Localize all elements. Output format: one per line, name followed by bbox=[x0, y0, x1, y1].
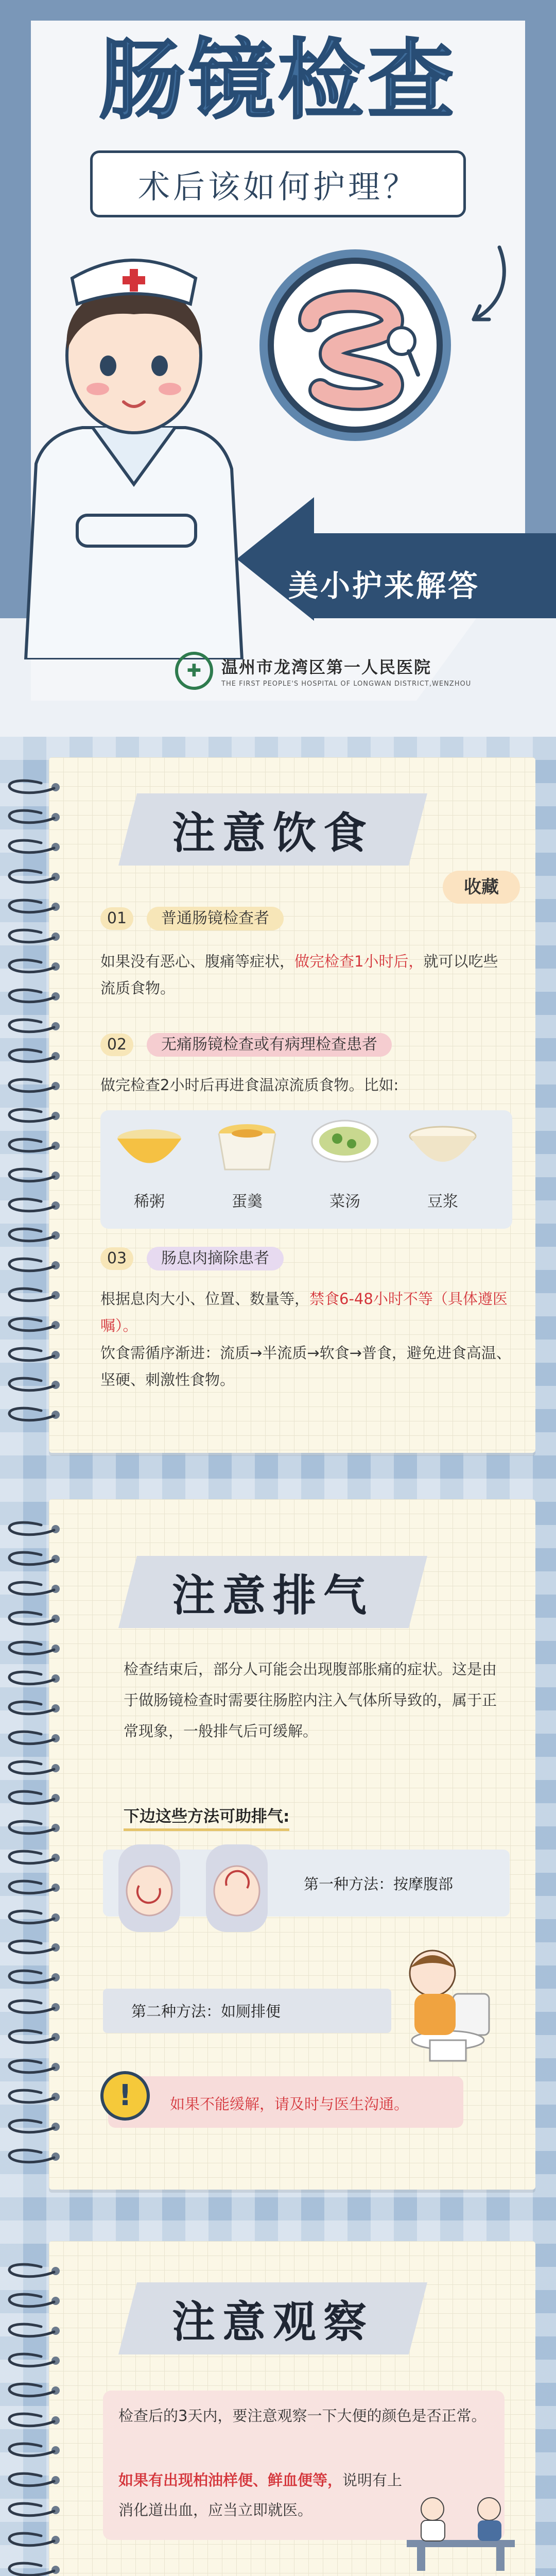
curved-arrow-icon bbox=[453, 242, 515, 330]
item-label: 普通肠镜检查者 bbox=[147, 907, 284, 930]
spiral-ring bbox=[5, 1286, 62, 1303]
porridge-icon bbox=[111, 1115, 188, 1177]
spiral-ring bbox=[5, 1137, 62, 1154]
intestine-icon bbox=[274, 264, 437, 427]
spiral-ring bbox=[5, 1256, 62, 1274]
food-egg-custard bbox=[208, 1115, 286, 1211]
spiral-ring bbox=[5, 1226, 62, 1244]
nurse-illustration bbox=[15, 247, 257, 659]
spiral-ring bbox=[5, 2088, 62, 2105]
spiral-ring bbox=[5, 1729, 62, 1747]
spiral-ring-icon bbox=[5, 1520, 67, 2179]
toilet-icon bbox=[391, 1942, 494, 2066]
spiral-ring bbox=[5, 1550, 62, 1567]
spiral-ring bbox=[5, 2471, 62, 2488]
magnifier-icon bbox=[388, 328, 415, 354]
gas-heading: 注意排气 bbox=[171, 1570, 374, 1621]
diet-item-2 bbox=[100, 1033, 392, 1057]
intestine-illustration bbox=[268, 258, 443, 433]
item-label: 无痛肠镜检查或有病理检查患者 bbox=[147, 1033, 392, 1057]
spiral-ring bbox=[5, 1609, 62, 1627]
spiral-ring bbox=[5, 2028, 62, 2045]
food-vegetable-soup bbox=[306, 1115, 384, 1211]
spiral-ring bbox=[5, 987, 62, 1005]
spiral-ring bbox=[5, 1580, 62, 1597]
diet-text-1b: 就可以吃些流质食物。 bbox=[100, 953, 498, 997]
spiral-ring-icon bbox=[5, 2262, 67, 2576]
item-label: 肠息肉摘除患者 bbox=[147, 1247, 284, 1270]
diet-text-1 bbox=[100, 948, 512, 1002]
gas-subheading: 下边这些方法可助排气: bbox=[124, 1803, 289, 1831]
spiral-ring bbox=[5, 1166, 62, 1184]
method2-label: 第二种方法：如厕排便 bbox=[131, 2003, 281, 2020]
spiral-ring bbox=[5, 1376, 62, 1393]
spiral-ring bbox=[5, 1346, 62, 1363]
spiral-ring bbox=[5, 2117, 62, 2135]
observe-text-2b: 说明有上消化道出血，应当立即就医。 bbox=[118, 2471, 403, 2519]
item-number: 02 bbox=[100, 1033, 133, 1056]
spiral-ring bbox=[5, 808, 62, 825]
gas-text-1: 检查结束后，部分人可能会出现腹部胀痛的症状。这是由于做肠镜检查时需要往肠腔内注入气体所导致的，属于正常现象，一般排气后可缓解。 bbox=[124, 1660, 497, 1740]
diet-text-3a: 根据息肉大小、位置、数量等， bbox=[100, 1290, 310, 1308]
diet-text-1-highlight: 做完检查1小时后， bbox=[294, 953, 424, 970]
spiral-ring bbox=[5, 2292, 62, 2309]
food-soy-milk bbox=[404, 1115, 481, 1211]
spiral-ring bbox=[5, 1196, 62, 1214]
food-label: 菜汤 bbox=[329, 1193, 360, 1211]
diet-text-4: 饮食需循序渐进：流质→半流质→软食→普食，避免进食高温、坚硬、刺激性食物。 bbox=[100, 1344, 511, 1388]
warning-text: 如果不能缓解，请及时与医生沟通。 bbox=[170, 2095, 409, 2113]
diet-text-3-highlight: 禁食6-48小时不等（具体遵医嘱）。 bbox=[100, 1290, 508, 1334]
diet-heading: 注意饮食 bbox=[171, 808, 374, 858]
warning-icon: ! bbox=[100, 2071, 150, 2121]
observe-text-1: 检查后的3天内，要注意观察一下大便的颜色是否正常。 bbox=[118, 2407, 486, 2425]
page-title: 肠镜检查 bbox=[99, 29, 457, 131]
observe-text-2-highlight: 如果有出现柏油样便、鲜血便等， bbox=[118, 2471, 343, 2489]
spiral-ring bbox=[5, 1938, 62, 1956]
spiral-ring bbox=[5, 1316, 62, 1333]
diet-text-1a: 如果没有恶心、腹痛等症状， bbox=[100, 953, 295, 970]
spiral-ring bbox=[5, 1908, 62, 1926]
spiral-ring bbox=[5, 1047, 62, 1064]
spiral-ring bbox=[5, 1789, 62, 1806]
food-label: 蛋羹 bbox=[232, 1193, 263, 1211]
banner-text: 美小护来解答 bbox=[288, 568, 480, 603]
spiral-ring bbox=[5, 1759, 62, 1776]
hospital-brand bbox=[175, 652, 471, 690]
spiral-ring bbox=[5, 1819, 62, 1836]
spiral-ring bbox=[5, 1998, 62, 2015]
bookmark-tag[interactable]: 收藏 bbox=[443, 871, 520, 904]
method1-label: 第一种方法：按摩腹部 bbox=[304, 1875, 454, 1893]
spiral-ring bbox=[5, 1520, 62, 1537]
spiral-ring bbox=[5, 2501, 62, 2518]
spiral-ring bbox=[5, 957, 62, 975]
page-subtitle: 术后该如何护理？ bbox=[90, 150, 466, 217]
spiral-ring bbox=[5, 868, 62, 885]
spiral-ring bbox=[5, 2531, 62, 2548]
spiral-ring bbox=[5, 2058, 62, 2075]
observe-safety-section bbox=[0, 2221, 556, 2576]
observe-text-2 bbox=[118, 2465, 407, 2525]
hospital-logo-icon: ✚ bbox=[175, 652, 213, 690]
hospital-name-en: THE FIRST PEOPLE'S HOSPITAL OF LONGWAN DISTRICT,WENZHOU bbox=[221, 680, 472, 688]
gas-section bbox=[0, 1479, 556, 2221]
spiral-ring bbox=[5, 2351, 62, 2369]
hero-section bbox=[0, 0, 556, 737]
item-number: 01 bbox=[100, 907, 133, 930]
spiral-ring-icon bbox=[5, 778, 67, 1448]
item-number: 03 bbox=[100, 1247, 133, 1270]
egg-custard-icon bbox=[208, 1115, 286, 1177]
diet-text-3 bbox=[100, 1285, 512, 1339]
spiral-ring bbox=[5, 1878, 62, 1896]
spiral-ring bbox=[5, 1405, 62, 1423]
spiral-ring bbox=[5, 1699, 62, 1717]
food-label: 稀粥 bbox=[134, 1193, 165, 1211]
spiral-ring bbox=[5, 1107, 62, 1124]
diet-section bbox=[0, 737, 556, 1479]
food-label: 豆浆 bbox=[427, 1193, 458, 1211]
spiral-ring bbox=[5, 927, 62, 945]
spiral-ring bbox=[5, 897, 62, 915]
doctor-consultation-icon bbox=[407, 2488, 515, 2571]
spiral-ring bbox=[5, 2262, 62, 2279]
spiral-ring bbox=[5, 2381, 62, 2399]
hospital-name: 温州市龙湾区第一人民医院 bbox=[221, 657, 432, 677]
abdominal-massage-icon bbox=[108, 1839, 278, 1937]
spiral-ring bbox=[5, 2411, 62, 2429]
diet-text-2: 做完检查2小时后再进食温凉流质食物。比如: bbox=[100, 1076, 399, 1094]
spiral-ring bbox=[5, 1077, 62, 1094]
spiral-ring bbox=[5, 2321, 62, 2339]
spiral-ring bbox=[5, 838, 62, 855]
diet-item-1 bbox=[100, 907, 284, 930]
vegetable-soup-icon bbox=[306, 1115, 384, 1177]
food-porridge bbox=[111, 1115, 188, 1211]
diet-item-3 bbox=[100, 1247, 284, 1270]
spiral-ring bbox=[5, 1639, 62, 1657]
spiral-ring bbox=[5, 1017, 62, 1035]
observe-heading: 注意观察 bbox=[171, 2297, 374, 2347]
spiral-ring bbox=[5, 1849, 62, 1866]
spiral-ring bbox=[5, 2147, 62, 2165]
spiral-ring bbox=[5, 2561, 62, 2576]
spiral-ring bbox=[5, 1669, 62, 1687]
spiral-ring bbox=[5, 778, 62, 795]
spiral-ring bbox=[5, 1968, 62, 1986]
spiral-ring bbox=[5, 2441, 62, 2459]
soy-milk-icon bbox=[404, 1115, 481, 1177]
